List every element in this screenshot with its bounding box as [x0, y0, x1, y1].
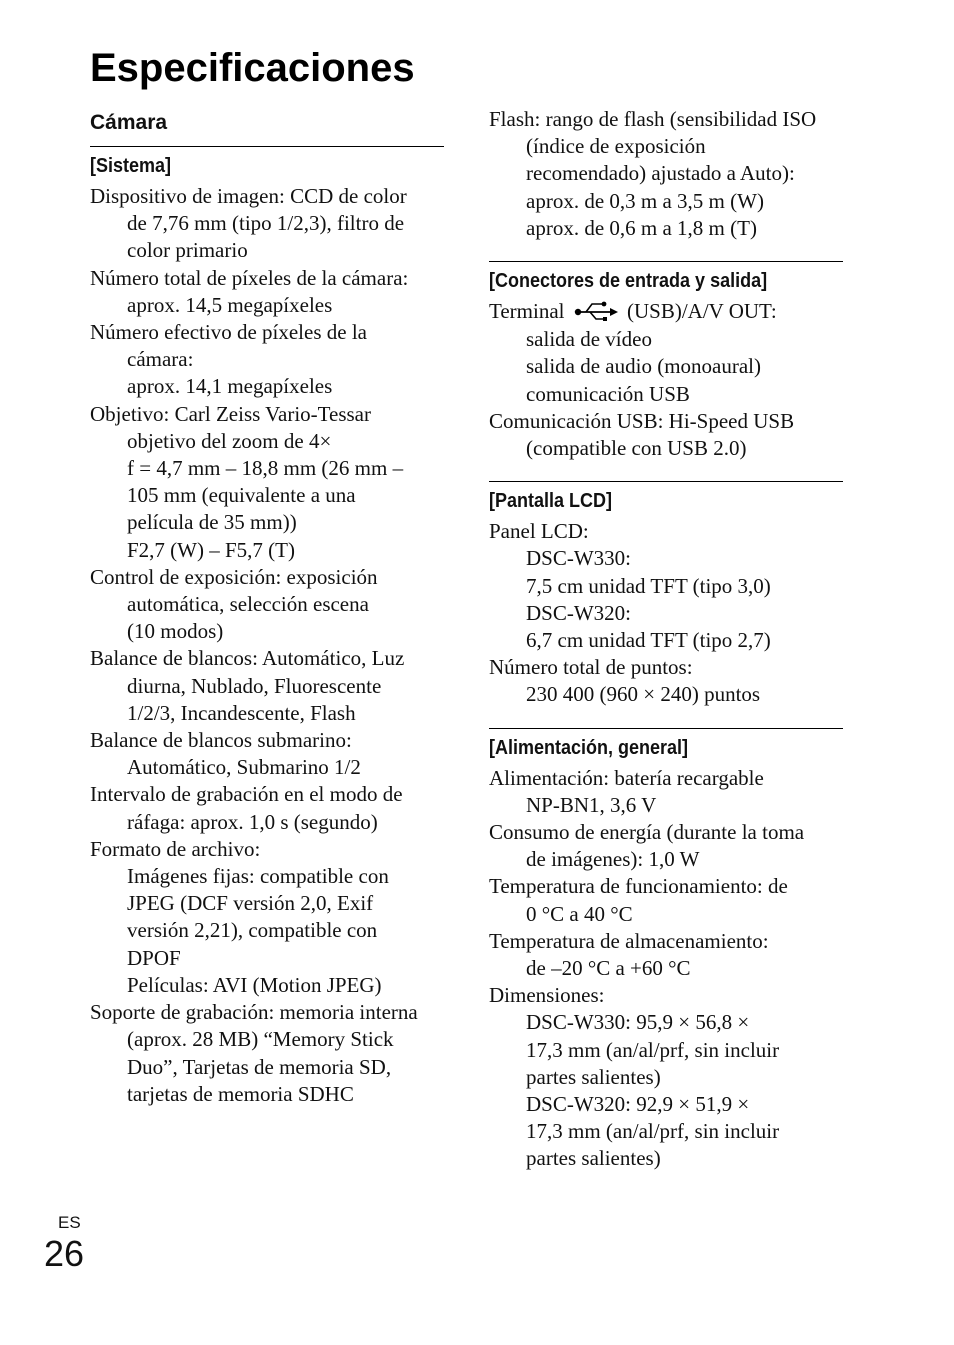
- spec-line: Número total de puntos:: [489, 655, 693, 680]
- spec-line: DSC-W330: 95,9 × 56,8 ×: [526, 1010, 750, 1035]
- spec-line: recomendado) ajustado a Auto):: [526, 161, 795, 186]
- spec-line: de 7,76 mm (tipo 1/2,3), filtro de: [127, 211, 405, 236]
- spec-line: Temperatura de almacenamiento:: [489, 928, 769, 953]
- spec-line: diurna, Nublado, Fluorescente: [127, 673, 382, 698]
- spec-line: 6,7 cm unidad TFT (tipo 2,7): [526, 628, 771, 653]
- spec-line: Automático, Submarino 1/2: [127, 755, 361, 780]
- spec-line: Número total de píxeles de la cámara:: [90, 265, 409, 290]
- terminal-label: Terminal: [489, 299, 565, 324]
- section-lcd: [489, 481, 843, 708]
- spec-line: partes salientes): [526, 1064, 661, 1089]
- spec-line: aprox. de 0,3 m a 3,5 m (W): [526, 188, 764, 213]
- spec-line: Número efectivo de píxeles de la: [90, 320, 367, 345]
- spec-line: salida de audio (monoaural): [526, 354, 761, 379]
- spec-line: Duo”, Tarjetas de memoria SD,: [127, 1054, 392, 1079]
- spec-line: ráfaga: aprox. 1,0 s (segundo): [127, 809, 378, 834]
- camera-subheading: Cámara: [90, 111, 168, 134]
- spec-line: Objetivo: Carl Zeiss Vario-Tessar: [90, 401, 371, 426]
- section-heading-lcd: [Pantalla LCD]: [489, 490, 613, 513]
- sistema-lines: [90, 183, 444, 1108]
- spec-line: Consumo de energía (durante la toma: [489, 820, 805, 845]
- alimentacion-lines: [489, 765, 843, 1173]
- section-heading-sistema: [Sistema]: [90, 155, 172, 177]
- page-title: Especificaciones: [90, 46, 415, 90]
- spec-line: Intervalo de grabación en el modo de: [90, 782, 403, 807]
- spec-line: Comunicación USB: Hi-Speed USB: [489, 408, 795, 433]
- page-language: ES: [58, 1213, 81, 1232]
- lcd-lines: [489, 518, 843, 708]
- terminal-line: [489, 298, 843, 326]
- spec-line: Dispositivo de imagen: CCD de color: [90, 184, 407, 208]
- spec-line: Dimensiones:: [489, 983, 605, 1008]
- section-heading-alimentacion: [Alimentación, general]: [489, 736, 689, 759]
- spec-line: Soporte de grabación: memoria interna: [90, 1000, 418, 1025]
- spec-line: color primario: [127, 238, 248, 263]
- spec-line: 105 mm (equivalente a una: [127, 483, 356, 508]
- conectores-lines: [489, 326, 843, 462]
- spec-line: de imágenes): 1,0 W: [526, 847, 700, 872]
- spec-line: aprox. de 0,6 m a 1,8 m (T): [526, 215, 757, 240]
- spec-line: NP-BN1, 3,6 V: [526, 792, 657, 817]
- spec-line: 17,3 mm (an/al/prf, sin incluir: [526, 1037, 780, 1062]
- spec-line: cámara:: [127, 347, 194, 372]
- right-column: [489, 106, 843, 1173]
- spec-line: (aprox. 28 MB) “Memory Stick: [127, 1027, 394, 1052]
- left-column: [90, 106, 444, 1108]
- spec-line: f = 4,7 mm – 18,8 mm (26 mm –: [127, 456, 404, 481]
- spec-line: objetivo del zoom de 4×: [127, 428, 332, 453]
- usb-icon: [574, 300, 618, 322]
- spec-line: 230 400 (960 × 240) puntos: [526, 682, 761, 707]
- spec-line: Alimentación: batería recargable: [489, 765, 764, 790]
- spec-line: JPEG (DCF versión 2,0, Exif: [127, 891, 374, 916]
- spec-line: película de 35 mm)): [127, 510, 297, 535]
- spec-line: aprox. 14,5 megapíxeles: [127, 292, 333, 317]
- terminal-value: (USB)/A/V OUT:: [627, 299, 777, 324]
- spec-line: (índice de exposición: [526, 134, 706, 159]
- spec-line: DSC-W320: 92,9 × 51,9 ×: [526, 1092, 750, 1117]
- spec-line: Formato de archivo:: [90, 836, 261, 861]
- spec-line: tarjetas de memoria SDHC: [127, 1081, 354, 1106]
- spec-line: Películas: AVI (Motion JPEG): [127, 972, 382, 997]
- section-flash: [489, 106, 843, 242]
- spec-line: (compatible con USB 2.0): [526, 436, 747, 461]
- spec-line: partes salientes): [526, 1146, 661, 1171]
- spec-line: aprox. 14,1 megapíxeles: [127, 374, 333, 399]
- spec-line: DPOF: [127, 945, 181, 970]
- spec-line: Control de exposición: exposición: [90, 564, 378, 589]
- spec-line: (10 modos): [127, 619, 224, 644]
- spec-line: 7,5 cm unidad TFT (tipo 3,0): [526, 573, 771, 598]
- spec-line: Imágenes fijas: compatible con: [127, 864, 389, 889]
- section-heading-conectores: [Conectores de entrada y salida]: [489, 270, 768, 293]
- spec-line: Flash: rango de flash (sensibilidad ISO: [489, 107, 817, 131]
- spec-line: 17,3 mm (an/al/prf, sin incluir: [526, 1119, 780, 1144]
- page-number: 26: [44, 1233, 85, 1274]
- spec-line: automática, selección escena: [127, 592, 369, 617]
- spec-line: F2,7 (W) – F5,7 (T): [127, 537, 295, 562]
- section-alimentacion: [489, 728, 843, 1173]
- spec-line: Balance de blancos submarino:: [90, 728, 352, 753]
- spec-line: Temperatura de funcionamiento: de: [489, 874, 788, 899]
- section-conectores: [489, 261, 843, 462]
- spec-line: versión 2,21), compatible con: [127, 918, 378, 943]
- flash-lines: [489, 106, 843, 242]
- spec-line: de –20 °C a +60 °C: [526, 956, 691, 981]
- spec-line: DSC-W320:: [526, 600, 631, 625]
- spec-line: comunicación USB: [526, 381, 690, 406]
- spec-line: salida de vídeo: [526, 327, 652, 352]
- spec-line: 0 °C a 40 °C: [526, 901, 633, 926]
- section-sistema: [90, 146, 444, 1108]
- spec-line: Panel LCD:: [489, 519, 589, 544]
- spec-line: DSC-W330:: [526, 546, 631, 571]
- spec-line: 1/2/3, Incandescente, Flash: [127, 700, 356, 725]
- spec-line: Balance de blancos: Automático, Luz: [90, 646, 405, 671]
